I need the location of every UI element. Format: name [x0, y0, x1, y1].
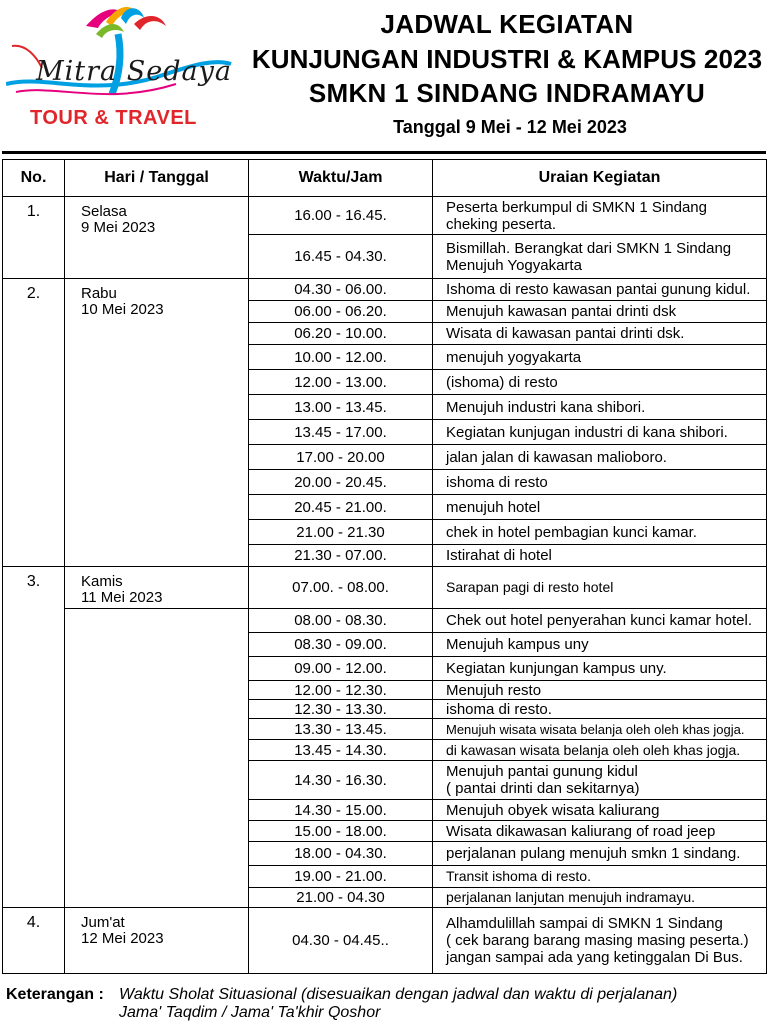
logo-brand-text: TOUR & TRAVEL: [30, 107, 197, 129]
day-cell: [65, 279, 249, 567]
time-cell: 12.00 - 13.00.: [249, 370, 433, 395]
time-cell: 08.00 - 08.30.: [249, 609, 433, 633]
note-line-1: Waktu Sholat Situasional (disesuaikan dengan jadwal dan waktu di perjalanan): [119, 986, 678, 1003]
time-cell: 17.00 - 20.00: [249, 445, 433, 470]
activity-cell: Menujuh resto: [433, 681, 767, 700]
time-cell: 13.45 - 17.00.: [249, 420, 433, 445]
company-logo: [6, 4, 246, 129]
header-time: Waktu/Jam: [249, 160, 433, 197]
table-row: [3, 279, 767, 301]
day-cell: [65, 908, 249, 974]
header-activity: Uraian Kegiatan: [433, 160, 767, 197]
activity-cell: ishoma di resto.: [433, 700, 767, 719]
day-cell: [65, 567, 249, 609]
activity-cell: Wisata dikawasan kaliurang of road jeep: [433, 821, 767, 842]
table-row: [3, 197, 767, 235]
activity-cell: menujuh hotel: [433, 495, 767, 520]
day-name: Jum'at: [81, 914, 125, 931]
activity-cell: [433, 235, 767, 279]
time-cell: 07.00. - 08.00.: [249, 567, 433, 609]
day-cell: [65, 197, 249, 279]
day-number: 2.: [3, 279, 65, 567]
activity-cell: Kegiatan kunjugan industri di kana shibori.: [433, 420, 767, 445]
header-day: Hari / Tanggal: [65, 160, 249, 197]
time-cell: 14.30 - 16.30.: [249, 761, 433, 800]
activity-cell: Menujuh obyek wisata kaliurang: [433, 800, 767, 821]
time-cell: 13.00 - 13.45.: [249, 395, 433, 420]
header-divider: [2, 151, 766, 154]
activity-cell: ishoma di resto: [433, 470, 767, 495]
activity-cell: di kawasan wisata belanja oleh oleh khas jogja.: [433, 740, 767, 761]
time-cell: 15.00 - 18.00.: [249, 821, 433, 842]
day-date: 12 Mei 2023: [81, 930, 164, 947]
activity-cell: [433, 761, 767, 800]
logo-script-name: Mitra Sedaya: [36, 56, 232, 87]
activity-cell: Chek out hotel penyerahan kunci kamar hotel.: [433, 609, 767, 633]
activity-line: Bismillah. Berangkat dari SMKN 1 Sindang: [446, 239, 732, 257]
time-cell: 04.30 - 04.45..: [249, 908, 433, 974]
activity-cell: Kegiatan kunjungan kampus uny.: [433, 657, 767, 681]
schedule-table: [2, 159, 767, 974]
time-cell: 12.30 - 13.30.: [249, 700, 433, 719]
activity-cell: Sarapan pagi di resto hotel: [433, 567, 767, 609]
activity-cell: Menujuh kampus uny: [433, 633, 767, 657]
time-cell: 16.00 - 16.45.: [249, 197, 433, 235]
day-date: 9 Mei 2023: [81, 219, 156, 236]
activity-line: Alhamdulillah sampai di SMKN 1 Sindang: [446, 915, 723, 932]
note-line-2: Jama' Taqdim / Jama' Ta'khir Qoshor: [119, 1004, 381, 1021]
activity-cell: [433, 908, 767, 974]
time-cell: 19.00 - 21.00.: [249, 866, 433, 888]
activity-cell: perjalanan lanjutan menujuh indramayu.: [433, 888, 767, 908]
activity-line: ( cek barang barang masing masing peserta.): [446, 932, 749, 949]
activity-line: Peserta berkumpul di SMKN 1 Sindang: [446, 198, 707, 216]
day-name: Kamis: [81, 573, 123, 590]
activity-cell: Menujuh industri kana shibori.: [433, 395, 767, 420]
time-cell: 06.20 - 10.00.: [249, 323, 433, 345]
time-cell: 06.00 - 06.20.: [249, 301, 433, 323]
activity-line: Menujuh Yogyakarta: [446, 256, 582, 274]
title-line-2: KUNJUNGAN INDUSTRI & KAMPUS 2023: [251, 44, 763, 74]
activity-cell: Transit ishoma di resto.: [433, 866, 767, 888]
activity-cell: Menujuh kawasan pantai drinti dsk: [433, 301, 767, 323]
time-cell: 20.45 - 21.00.: [249, 495, 433, 520]
activity-cell: Menujuh wisata wisata belanja oleh oleh khas jogja.: [433, 719, 767, 740]
time-cell: 21.00 - 04.30: [249, 888, 433, 908]
table-row: [3, 609, 767, 633]
activity-cell: jalan jalan di kawasan malioboro.: [433, 445, 767, 470]
activity-cell: [433, 197, 767, 235]
time-cell: 08.30 - 09.00.: [249, 633, 433, 657]
time-cell: 12.00 - 12.30.: [249, 681, 433, 700]
time-cell: 13.30 - 13.45.: [249, 719, 433, 740]
day-number: 3.: [3, 567, 65, 908]
date-range: Tanggal 9 Mei - 12 Mei 2023: [393, 117, 627, 137]
activity-cell: Wisata di kawasan pantai drinti dsk.: [433, 323, 767, 345]
time-cell: 04.30 - 06.00.: [249, 279, 433, 301]
time-cell: 18.00 - 04.30.: [249, 842, 433, 866]
header-no: No.: [3, 160, 65, 197]
table-row: [3, 567, 767, 609]
time-cell: 21.30 - 07.00.: [249, 545, 433, 567]
day-date: 11 Mei 2023: [81, 589, 163, 606]
table-row: [3, 908, 767, 974]
title-line-1: JADWAL KEGIATAN: [380, 9, 634, 39]
day-name: Rabu: [81, 285, 117, 302]
table-header-row: [3, 160, 767, 197]
activity-line: jangan sampai ada yang ketinggalan Di Bus.: [446, 949, 743, 966]
time-cell: 10.00 - 12.00.: [249, 345, 433, 370]
activity-cell: Istirahat di hotel: [433, 545, 767, 567]
empty-day-cell: [65, 609, 249, 908]
activity-cell: (ishoma) di resto: [433, 370, 767, 395]
time-cell: 21.00 - 21.30: [249, 520, 433, 545]
activity-line: ( pantai drinti dan sekitarnya): [446, 780, 640, 797]
day-number: 1.: [3, 197, 65, 279]
day-name: Selasa: [81, 203, 127, 220]
time-cell: 13.45 - 14.30.: [249, 740, 433, 761]
time-cell: 09.00 - 12.00.: [249, 657, 433, 681]
activity-cell: Ishoma di resto kawasan pantai gunung kidul.: [433, 279, 767, 301]
time-cell: 20.00 - 20.45.: [249, 470, 433, 495]
title-line-3: SMKN 1 SINDANG INDRAMAYU: [308, 78, 706, 108]
day-number: 4.: [3, 908, 65, 974]
activity-line: Menujuh pantai gunung kidul: [446, 763, 638, 780]
time-cell: 16.45 - 04.30.: [249, 235, 433, 279]
activity-cell: chek in hotel pembagian kunci kamar.: [433, 520, 767, 545]
activity-line: cheking peserta.: [446, 215, 557, 233]
note-label: Keterangan :: [6, 986, 104, 1003]
activity-cell: perjalanan pulang menujuh smkn 1 sindang.: [433, 842, 767, 866]
day-date: 10 Mei 2023: [81, 301, 164, 318]
note-text: [119, 986, 677, 1022]
time-cell: 14.30 - 15.00.: [249, 800, 433, 821]
activity-cell: menujuh yogyakarta: [433, 345, 767, 370]
